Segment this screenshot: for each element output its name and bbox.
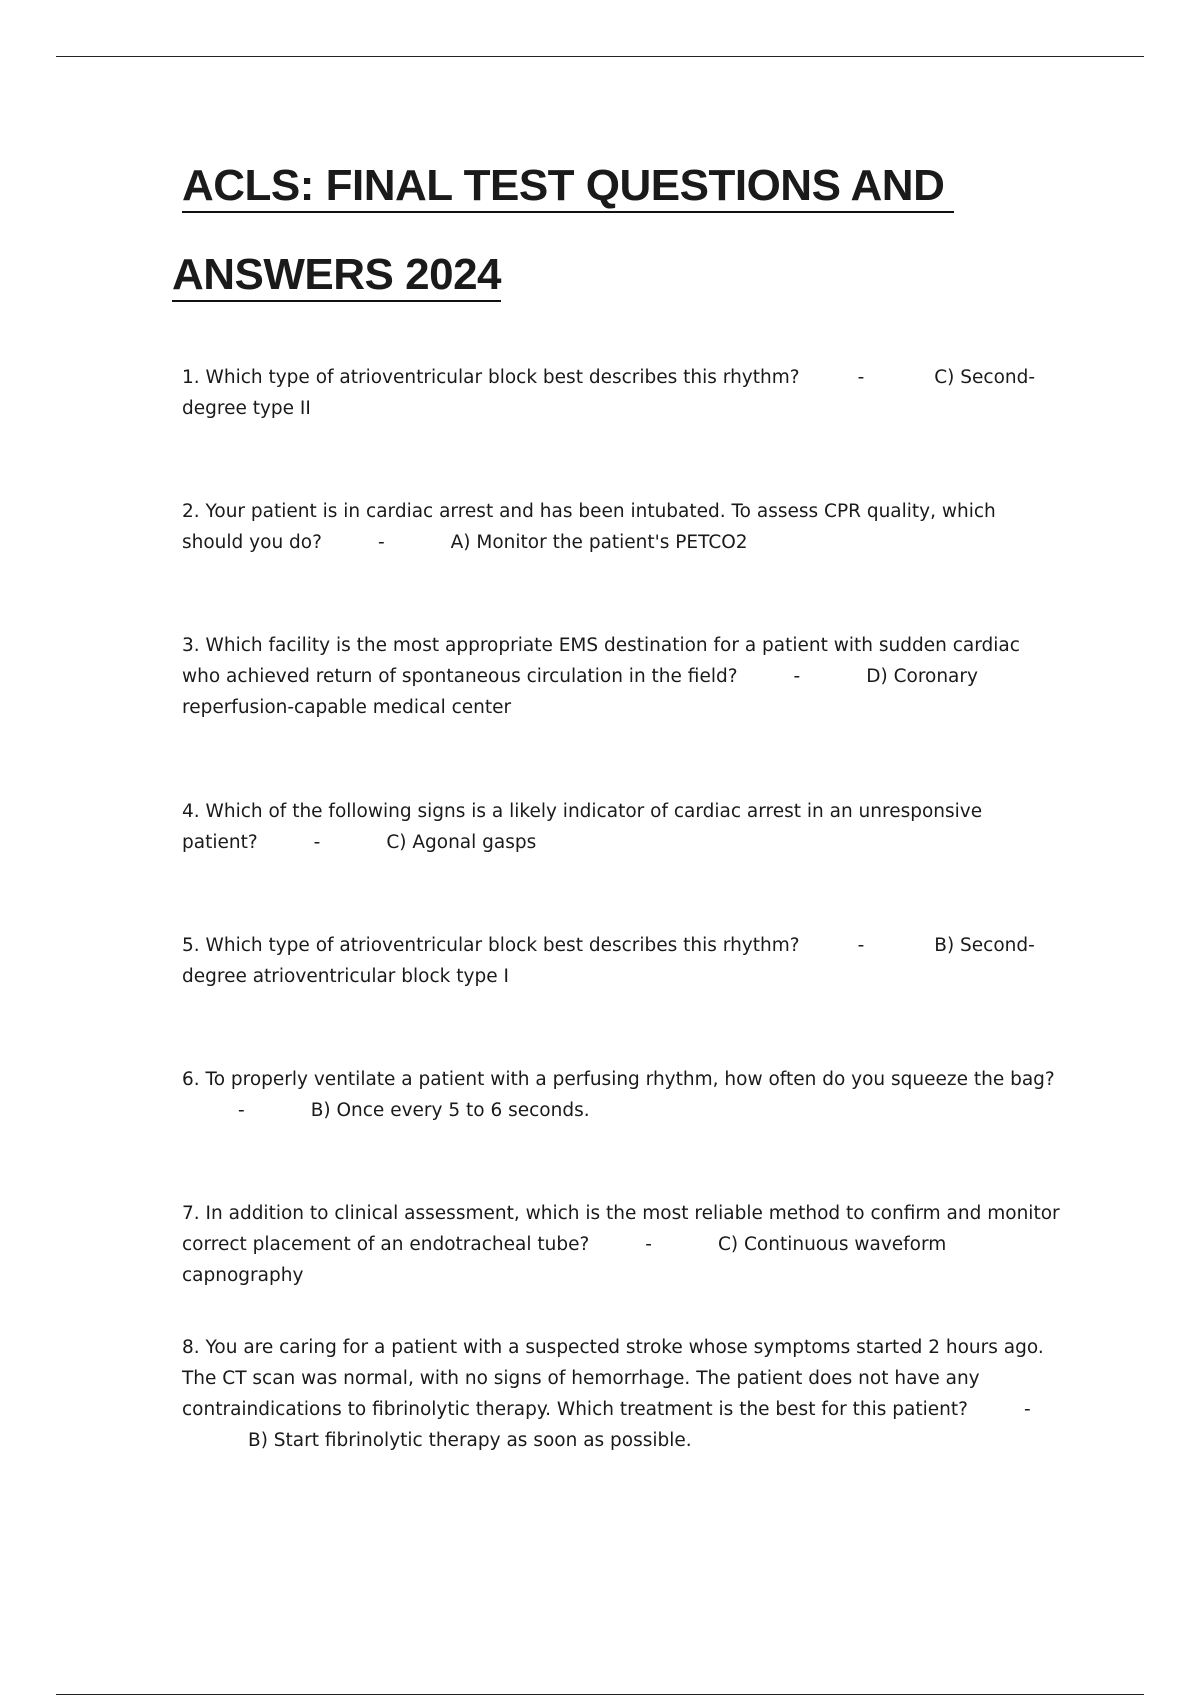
qa-item bbox=[182, 1198, 1066, 1291]
answer-text: C) Agonal gasps bbox=[386, 832, 537, 853]
answer-text: B) Second-degree atrioventricular block type I bbox=[182, 935, 1035, 987]
qa-item bbox=[182, 1332, 1062, 1456]
question-text: Which of the following signs is a likely indicator of cardiac arrest in an unresponsive patient? bbox=[182, 801, 989, 853]
question-number: 5. bbox=[182, 935, 200, 956]
answer-separator: - bbox=[857, 935, 865, 956]
qa-item bbox=[182, 630, 1062, 723]
question-text: To properly ventilate a patient with a perfusing rhythm, how often do you squeeze the bag? bbox=[205, 1069, 1055, 1090]
question-number: 2. bbox=[182, 501, 200, 522]
question-text: You are caring for a patient with a suspected stroke whose symptoms started 2 hours ago. The CT scan was normal, with no signs of hemorrhage. The patient does not have any contraindications to fibrinolytic therapy. Which treatment is the best for this patient? bbox=[182, 1337, 1050, 1420]
answer-text: A) Monitor the patient's PETCO2 bbox=[450, 532, 748, 553]
question-number: 8. bbox=[182, 1337, 200, 1358]
bottom-rule bbox=[56, 1694, 1144, 1695]
answer-text: C) Second-degree type II bbox=[182, 367, 1036, 419]
top-rule bbox=[56, 56, 1144, 57]
answer-text: B) Once every 5 to 6 seconds. bbox=[310, 1100, 590, 1121]
title-line-2: ANSWERS 2024 bbox=[172, 250, 501, 302]
answer-separator: - bbox=[857, 367, 865, 388]
page-title bbox=[172, 148, 1042, 313]
qa-item bbox=[182, 930, 1062, 992]
answer-text: B) Start fibrinolytic therapy as soon as possible. bbox=[248, 1430, 692, 1451]
question-number: 7. bbox=[182, 1203, 200, 1224]
answer-text: D) Coronary reperfusion-capable medical center bbox=[182, 666, 984, 718]
question-number: 6. bbox=[182, 1069, 200, 1090]
qa-item bbox=[182, 1064, 1062, 1126]
question-number: 1. bbox=[182, 367, 200, 388]
question-text: Your patient is in cardiac arrest and has been intubated. To assess CPR quality, which should you do? bbox=[182, 501, 1002, 553]
answer-text: C) Continuous waveform capnography bbox=[182, 1234, 953, 1286]
qa-item bbox=[182, 496, 1062, 558]
qa-item bbox=[182, 362, 1062, 424]
question-text: Which type of atrioventricular block best describes this rhythm? bbox=[205, 935, 800, 956]
answer-separator: - bbox=[1023, 1399, 1031, 1420]
answer-separator: - bbox=[645, 1234, 652, 1255]
title-line-1: ACLS: FINAL TEST QUESTIONS AND bbox=[182, 161, 954, 213]
question-number: 3. bbox=[182, 635, 200, 656]
answer-separator: - bbox=[377, 532, 385, 553]
answer-separator: - bbox=[238, 1100, 245, 1121]
question-text: Which type of atrioventricular block best describes this rhythm? bbox=[205, 367, 800, 388]
question-text: In addition to clinical assessment, which is the most reliable method to confirm and monitor correct placement of an endotracheal tube? bbox=[182, 1203, 1066, 1255]
question-text: Which facility is the most appropriate EMS destination for a patient with sudden cardiac who achieved return of spontaneous circulation in the field? bbox=[182, 635, 1026, 687]
qa-item bbox=[182, 796, 1062, 858]
question-number: 4. bbox=[182, 801, 200, 822]
answer-separator: - bbox=[793, 666, 801, 687]
answer-separator: - bbox=[313, 832, 321, 853]
